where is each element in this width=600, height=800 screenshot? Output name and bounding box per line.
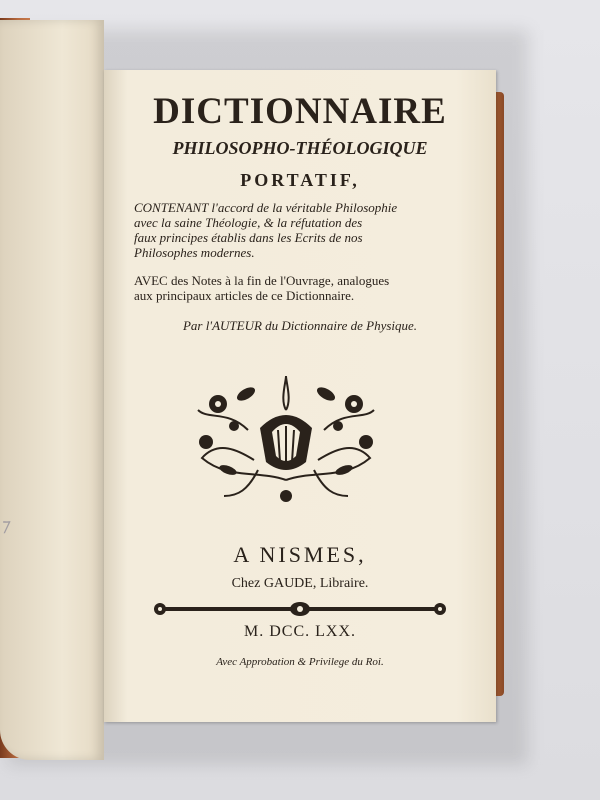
notes-line: aux principaux articles de ce Dictionnaire. [134, 288, 355, 303]
left-page-mark: ⁊ [0, 515, 9, 535]
description-line: faux principes établis dans les Ecrits de nos [134, 230, 363, 245]
floral-vignette-icon [188, 370, 384, 510]
privilege-line: Avec Approbation & Privilege du Roi. [216, 656, 384, 668]
description-line: avec la saine Théologie, & la réfutation des [134, 215, 363, 230]
notes-paragraph [134, 273, 470, 303]
description-paragraph [134, 200, 470, 260]
title-page [104, 70, 496, 722]
book-format: PORTATIF, [240, 170, 360, 190]
ornamental-rule-icon [152, 601, 448, 617]
author-line: Par l'AUTEUR du Dictionnaire de Physique. [182, 318, 418, 333]
description-line: Philosophes modernes. [134, 245, 255, 260]
notes-line: AVEC des Notes à la fin de l'Ouvrage, analogues [134, 273, 390, 288]
description-line: CONTENANT l'accord de la véritable Philosophie [134, 200, 398, 215]
book-subtitle: PHILOSOPHO-THÉOLOGIQUE [172, 138, 428, 158]
imprint-place: A NISMES, [233, 542, 367, 567]
book-title: DICTIONNAIRE [153, 91, 447, 132]
imprint-printer: Chez GAUDE, Libraire. [231, 576, 369, 591]
publication-date: M. DCC. LXX. [243, 623, 356, 640]
left-page [0, 20, 104, 760]
